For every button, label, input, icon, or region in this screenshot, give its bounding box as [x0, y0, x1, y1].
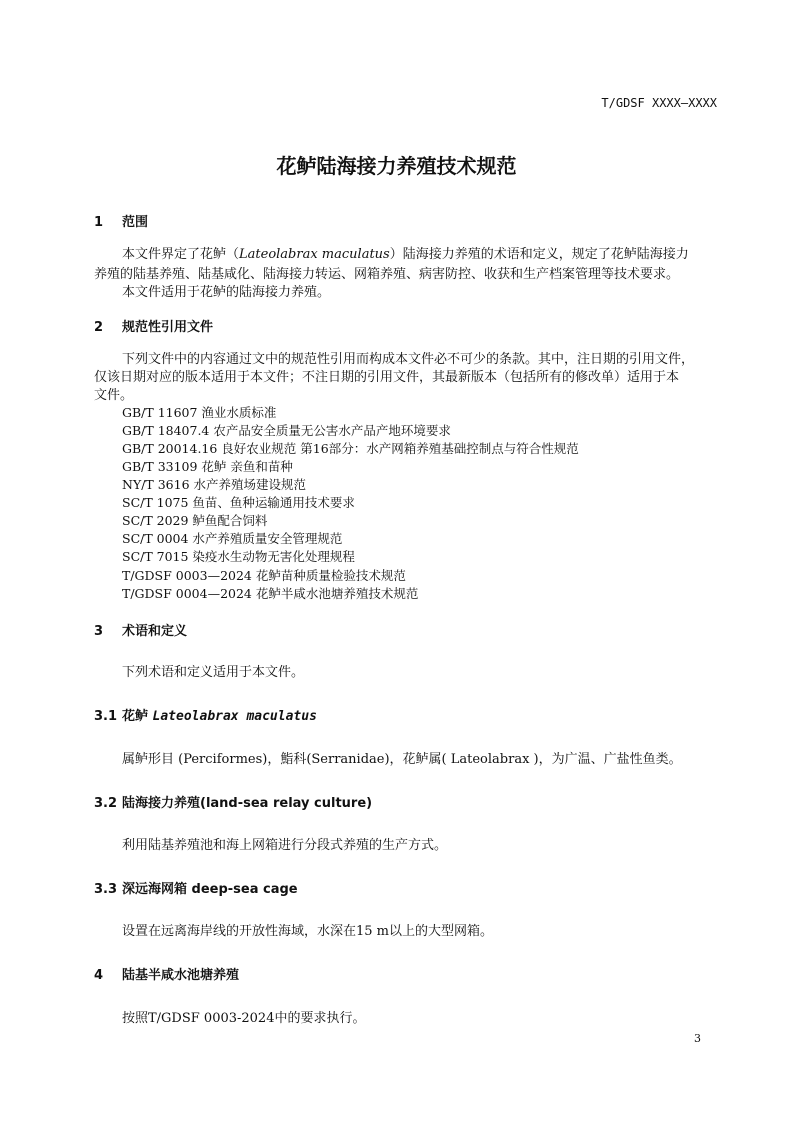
- reference-item: SC/T 0004 水产养殖质量安全管理规范: [122, 531, 343, 546]
- subsection-3-3-paragraph: 设置在远离海岸线的开放性海域，水深在15 m以上的大型网箱。: [122, 924, 494, 939]
- section-1-paragraph-line-2: 养殖的陆基养殖、陆基咸化、陆海接力转运、网箱养殖、病害防控、收获和生产档案管理等技术要求。: [94, 267, 680, 282]
- subsection-3-1-paragraph: 属鲈形目 (Perciformes)，鮨科(Serranidae)，花鲈属( Lateolabrax )，为广温、广盐性鱼类。: [122, 752, 682, 767]
- subsection-3-2-paragraph: 利用陆基养殖池和海上网箱进行分段式养殖的生产方式。: [122, 838, 448, 853]
- section-title: 范围: [122, 215, 149, 230]
- section-2-paragraph-line-1: 下列文件中的内容通过文中的规范性引用而构成本文件必不可少的条款。其中，注日期的引用文件，: [122, 352, 695, 367]
- section-number: 3.3: [94, 882, 118, 897]
- section-2-paragraph-line-2: 仅该日期对应的版本适用于本文件；不注日期的引用文件，其最新版本（包括所有的修改单）适用于本: [94, 370, 680, 385]
- page-title: 花鲈陆海接力养殖技术规范: [276, 154, 517, 178]
- reference-item: GB/T 11607 渔业水质标准: [122, 405, 277, 420]
- latin-name: Lateolabrax maculatus: [152, 709, 317, 724]
- section-number: 4: [94, 968, 104, 983]
- subsection-3-2-heading: [94, 792, 372, 811]
- section-number: 1: [94, 215, 104, 230]
- reference-item: T/GDSF 0004—2024 花鲈半咸水池塘养殖技术规范: [122, 586, 419, 601]
- section-number: 3.2: [94, 796, 118, 811]
- section-number: 2: [94, 320, 104, 335]
- section-4-paragraph: 按照T/GDSF 0003-2024中的要求执行。: [122, 1011, 366, 1026]
- reference-item: GB/T 33109 花鲈 亲鱼和苗种: [122, 459, 293, 474]
- reference-item: GB/T 18407.4 农产品安全质量无公害水产品产地环境要求: [122, 423, 451, 438]
- document-code: T/GDSF XXXX—XXXX: [601, 96, 717, 110]
- reference-item: GB/T 20014.16 良好农业规范 第16部分：水产网箱养殖基础控制点与符合性规范: [122, 441, 579, 456]
- section-title: 花鲈: [122, 709, 153, 724]
- reference-item: NY/T 3616 水产养殖场建设规范: [122, 477, 306, 492]
- subsection-3-3-heading: [94, 878, 298, 897]
- section-number: 3: [94, 624, 104, 639]
- section-title: 陆基半咸水池塘养殖: [122, 968, 240, 983]
- section-title: 深远海网箱 deep-sea cage: [122, 882, 298, 897]
- reference-item: SC/T 2029 鲈鱼配合饲料: [122, 513, 268, 528]
- reference-item: SC/T 1075 鱼苗、鱼种运输通用技术要求: [122, 495, 355, 510]
- subsection-3-1-heading: [94, 705, 317, 724]
- reference-item: T/GDSF 0003—2024 花鲈苗种质量检验技术规范: [122, 568, 406, 583]
- section-title: 规范性引用文件: [122, 320, 214, 335]
- section-1-paragraph-2: 本文件适用于花鲈的陆海接力养殖。: [122, 285, 331, 300]
- page-number: 3: [694, 1032, 701, 1045]
- section-4-heading: [94, 964, 239, 983]
- section-2-paragraph-line-3: 文件。: [94, 388, 134, 403]
- section-3-paragraph: 下列术语和定义适用于本文件。: [122, 665, 305, 680]
- section-1-heading: [94, 211, 148, 230]
- section-title: 术语和定义: [122, 624, 188, 639]
- section-2-heading: [94, 316, 213, 335]
- section-3-heading: [94, 620, 187, 639]
- section-1-paragraph-line-1: 本文件界定了花鲈（Lateolabrax maculatus）陆海接力养殖的术语和定义，规定了花鲈陆海接力: [122, 247, 689, 262]
- reference-item: SC/T 7015 染疫水生动物无害化处理规程: [122, 549, 355, 564]
- section-number: 3.1: [94, 709, 118, 724]
- latin-name: Lateolabrax maculatus: [239, 247, 390, 262]
- section-title: 陆海接力养殖(land-sea relay culture): [122, 796, 373, 811]
